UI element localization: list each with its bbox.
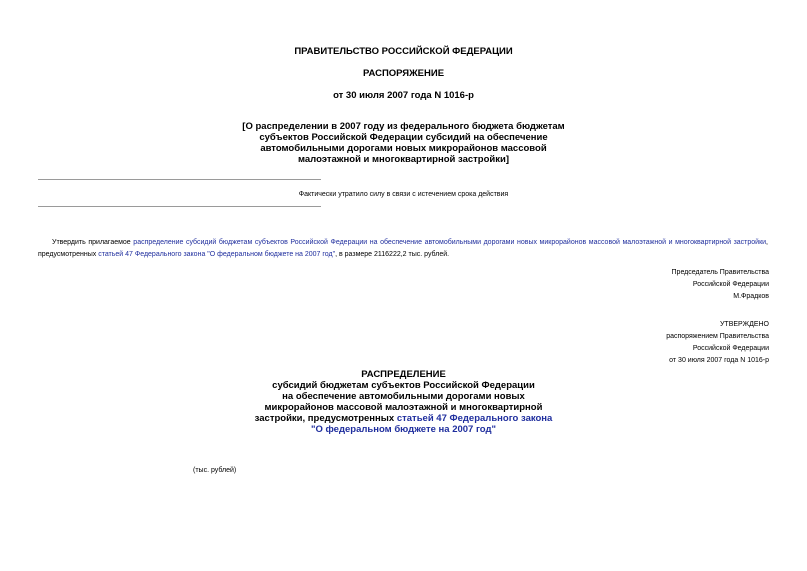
signature-line: Председатель Правительства bbox=[671, 269, 769, 276]
document-type-heading: РАСПОРЯЖЕНИЕ bbox=[362, 68, 445, 79]
divider-top bbox=[38, 179, 321, 180]
order-tail: , в размере 2116222,2 тыс. рублей. bbox=[335, 251, 450, 258]
order-paragraph bbox=[38, 237, 768, 261]
government-heading: ПРАВИТЕЛЬСТВО РОССИЙСКОЙ ФЕДЕРАЦИИ bbox=[294, 46, 513, 57]
distribution-line-pre: застройки, предусмотренных bbox=[254, 413, 397, 424]
distribution-line: субсидий бюджетам субъектов Российской Федерации bbox=[272, 380, 535, 391]
units-note: (тыс. рублей) bbox=[193, 467, 237, 474]
federal-law-link[interactable]: статьей 47 Федерального закона "О федеральном бюджете на 2007 год" bbox=[98, 251, 336, 258]
distribution-line bbox=[0, 413, 807, 424]
approval-block bbox=[666, 319, 769, 367]
distribution-link[interactable]: распределение субсидий бюджетам субъектов Российской Федерации на обеспечение автомобильными дорогами новых микрорайонов массовой малоэтажной и многоквартирной застройки bbox=[133, 239, 767, 246]
distribution-line: микрорайонов массовой малоэтажной и многоквартирной bbox=[264, 402, 543, 413]
approval-line: Российской Федерации bbox=[692, 345, 769, 352]
status-note: Фактически утратило силу в связи с истечением срока действия bbox=[298, 191, 509, 198]
signature-line: Российской Федерации bbox=[692, 281, 769, 288]
document-date-number: от 30 июля 2007 года N 1016-р bbox=[333, 90, 474, 101]
document-subject bbox=[0, 121, 807, 165]
distribution-heading-block bbox=[0, 369, 807, 435]
distribution-line: на обеспечение автомобильными дорогами новых bbox=[282, 391, 525, 402]
article-47-link[interactable]: статьей 47 Федерального закона bbox=[396, 413, 553, 424]
approval-line: от 30 июля 2007 года N 1016-р bbox=[669, 357, 769, 364]
subject-line: малоэтажной и многоквартирной застройки] bbox=[297, 154, 510, 165]
approval-line: УТВЕРЖДЕНО bbox=[719, 321, 769, 328]
approval-line: распоряжением Правительства bbox=[666, 333, 769, 340]
order-lead: Утвердить прилагаемое bbox=[52, 239, 134, 246]
subject-line: [О распределении в 2007 году из федерального бюджета бюджетам bbox=[242, 121, 565, 132]
signature-name: М.Фрадков bbox=[733, 293, 769, 300]
order-mid: , предусмотренных bbox=[38, 239, 768, 258]
signature-block bbox=[672, 267, 769, 303]
distribution-title: РАСПРЕДЕЛЕНИЕ bbox=[361, 369, 446, 380]
subject-line: автомобильными дорогами новых микрорайонов массовой bbox=[260, 143, 547, 154]
budget-law-link[interactable]: "О федеральном бюджете на 2007 год" bbox=[310, 424, 497, 435]
subject-line: субъектов Российской Федерации субсидий на обеспечение bbox=[259, 132, 548, 143]
divider-bottom bbox=[38, 206, 321, 207]
